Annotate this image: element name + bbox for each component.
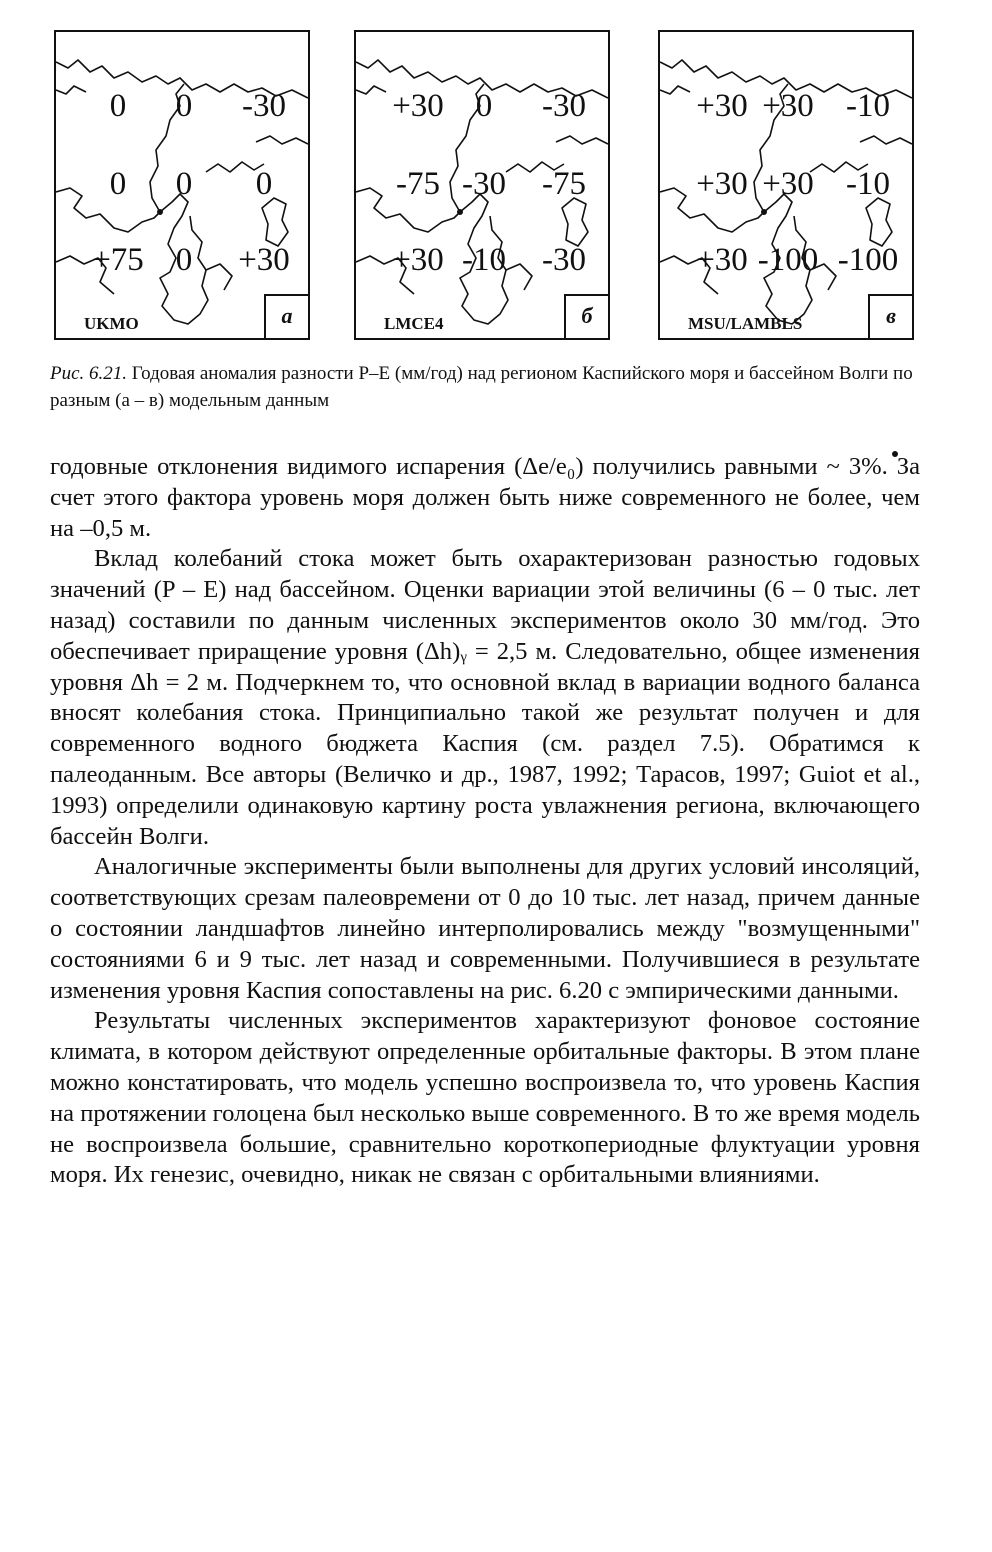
anomaly-value: +30 [696,166,748,202]
map-panel-msu-lambls [658,30,914,340]
anomaly-value: +30 [762,88,814,124]
paragraph-4: Результаты численных экспериментов характеризуют фоновое состояние климата, в котором действуют определенные орбитальные факторы. В этом плане можно констатировать, что модель успешно воспроизвела то, что уровень Каспия на протяжении голоцена был несколько выше современного. В то же время модель не воспроизвела большие, сравнительно короткопериодные флуктуации уровня моря. Их генезис, очевидно, никак не связан с орбитальными влияниями. [50,1007,920,1189]
panel-letter: в [868,294,914,340]
anomaly-value: -30 [462,166,506,202]
anomaly-value: -100 [837,242,899,278]
anomaly-value: -10 [846,88,890,124]
anomaly-value: +30 [238,242,290,278]
anomaly-value: 0 [109,166,127,202]
anomaly-value: +30 [696,88,748,124]
anomaly-value: -30 [242,88,286,124]
map-panel-ukmo [54,30,310,340]
anomaly-value: +30 [762,166,814,202]
anomaly-value: +75 [92,242,144,278]
model-label: LMCE4 [384,314,444,333]
paragraph-2: Вклад колебаний стока может быть охарактеризован разностью годовых значений (P – E) над бассейном. Оценки вариации этой величины (6 – 0 тыс. лет назад) составили по данным численных экспериментов около 30 мм/год. Это обеспечивает приращение уровня (Δh)ᵧ = 2,5 м. Следовательно, общее изменения уровня Δh = 2 м. Подчеркнем то, что основной вклад в вариации водного баланса вносят колебания стока. Принципиально такой же результат получен и для современного водного бюджета Каспия (см. раздел 7.5). Обратимся к палеоданным. Все авторы (Величко и др., 1987, 1992; Тарасов, 1997; Guiot et al., 1993) определили одинаковую картину роста увлажнения региона, включающего бассейн Волги. [50,545,920,850]
caption-text: Годовая аномалия разности P–E (мм/год) над регионом Каспийского моря и бассейном Волги по разным (а – в) модельным данным [50,363,913,411]
caption-label: Рис. 6.21. [50,363,128,384]
anomaly-value: 0 [175,88,193,124]
anomaly-value: 0 [175,242,193,278]
anomaly-value: 0 [475,88,493,124]
anomaly-value: -30 [542,88,586,124]
anomaly-value: -10 [846,166,890,202]
anomaly-value: -75 [542,166,586,202]
anomaly-value: +30 [392,88,444,124]
figure-caption [50,360,925,414]
anomaly-value: -100 [757,242,819,278]
panel-letter: а [264,294,310,340]
paragraph-3: Аналогичные эксперименты были выполнены для других условий инсоляций, соответствующих срезам палеовремени от 0 до 10 тыс. лет назад, причем данные о состоянии ландшафтов линейно интерполировались между "возмущенными" состояниями 6 и 9 тыс. лет назад и современными. Получившиеся в результате изменения уровня Каспия сопоставлены на рис. 6.20 с эмпирическими данными. [50,853,920,1004]
anomaly-value: +30 [392,242,444,278]
anomaly-value: 0 [109,88,127,124]
model-label: UKMO [84,314,139,333]
model-label: MSU/LAMBLS [688,314,803,333]
body-text [50,452,920,1191]
map-panel-lmce4 [354,30,610,340]
anomaly-value: -75 [396,166,440,202]
panel-letter: б [564,294,610,340]
paragraph-1: годовные отклонения видимого испарения (Δe/e₀) получились равными ~ 3%. За счет этого фактора уровень моря должен быть ниже современного не более, чем на –0,5 м. [50,453,920,542]
anomaly-value: -30 [542,242,586,278]
anomaly-value: 0 [255,166,273,202]
anomaly-value: 0 [175,166,193,202]
anomaly-value: +30 [696,242,748,278]
figure-maps [52,30,914,344]
anomaly-value: -10 [462,242,506,278]
